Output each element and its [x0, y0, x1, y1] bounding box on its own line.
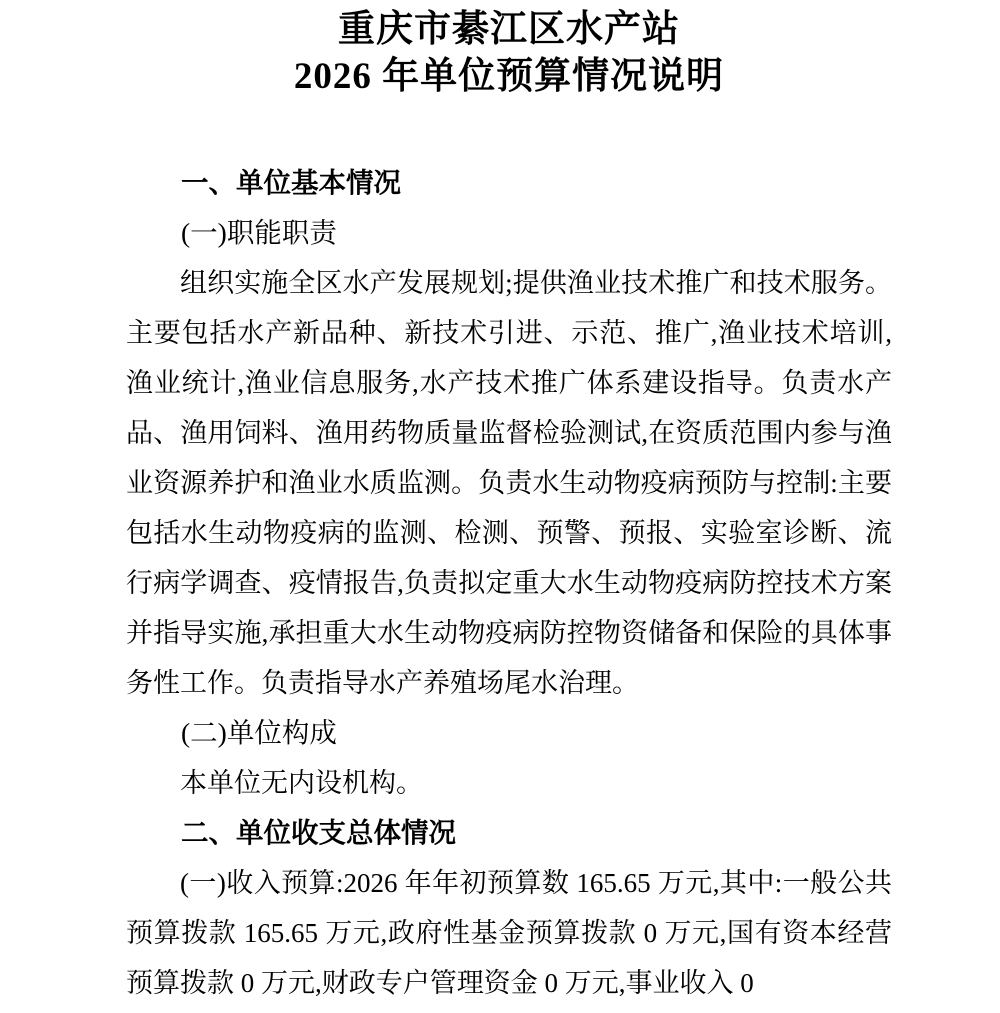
paragraph-income-budget: (一)收入预算:2026 年年初预算数 165.65 万元,其中:一般公共预算拨款 165.65 万元,政府性基金预算拨款 0 万元,国有资本经营预算拨款 0 万元,财政专户管理资金 0 万元,事业收入 0 [126, 868, 892, 998]
section-heading-unit-basic-info: 一、单位基本情况 [181, 167, 401, 198]
subsection-heading-composition: (二)单位构成 [181, 717, 337, 748]
paragraph-composition-body: 本单位无内设机构。 [180, 768, 423, 798]
document-title-line1: 重庆市綦江区水产站 [338, 9, 680, 50]
subsection-heading-duties: (一)职能职责 [181, 217, 337, 248]
section-heading-revenue-expenditure: 二、单位收支总体情况 [181, 817, 456, 848]
paragraph-duties-body: 组织实施全区水产发展规划;提供渔业技术推广和技术服务。主要包括水产新品种、新技术引进、示范、推广,渔业技术培训,渔业统计,渔业信息服务,水产技术推广体系建设指导。负责水产品、渔用饲料、渔用药物质量监督检验测试,在资质范围内参与渔业资源养护和渔业水质监测。负责水生动物疫病预防与控制:主要包括水生动物疫病的监测、检测、预警、预报、实验室诊断、流行病学调查、疫情报告,负责拟定重大水生动物疫病防控技术方案并指导实施,承担重大水生动物疫病防控物资储备和保险的具体事务性工作。负责指导水产养殖场尾水治理。 [126, 268, 892, 698]
document-title [126, 6, 892, 100]
document-title-line2: 2026 年单位预算情况说明 [293, 56, 725, 97]
